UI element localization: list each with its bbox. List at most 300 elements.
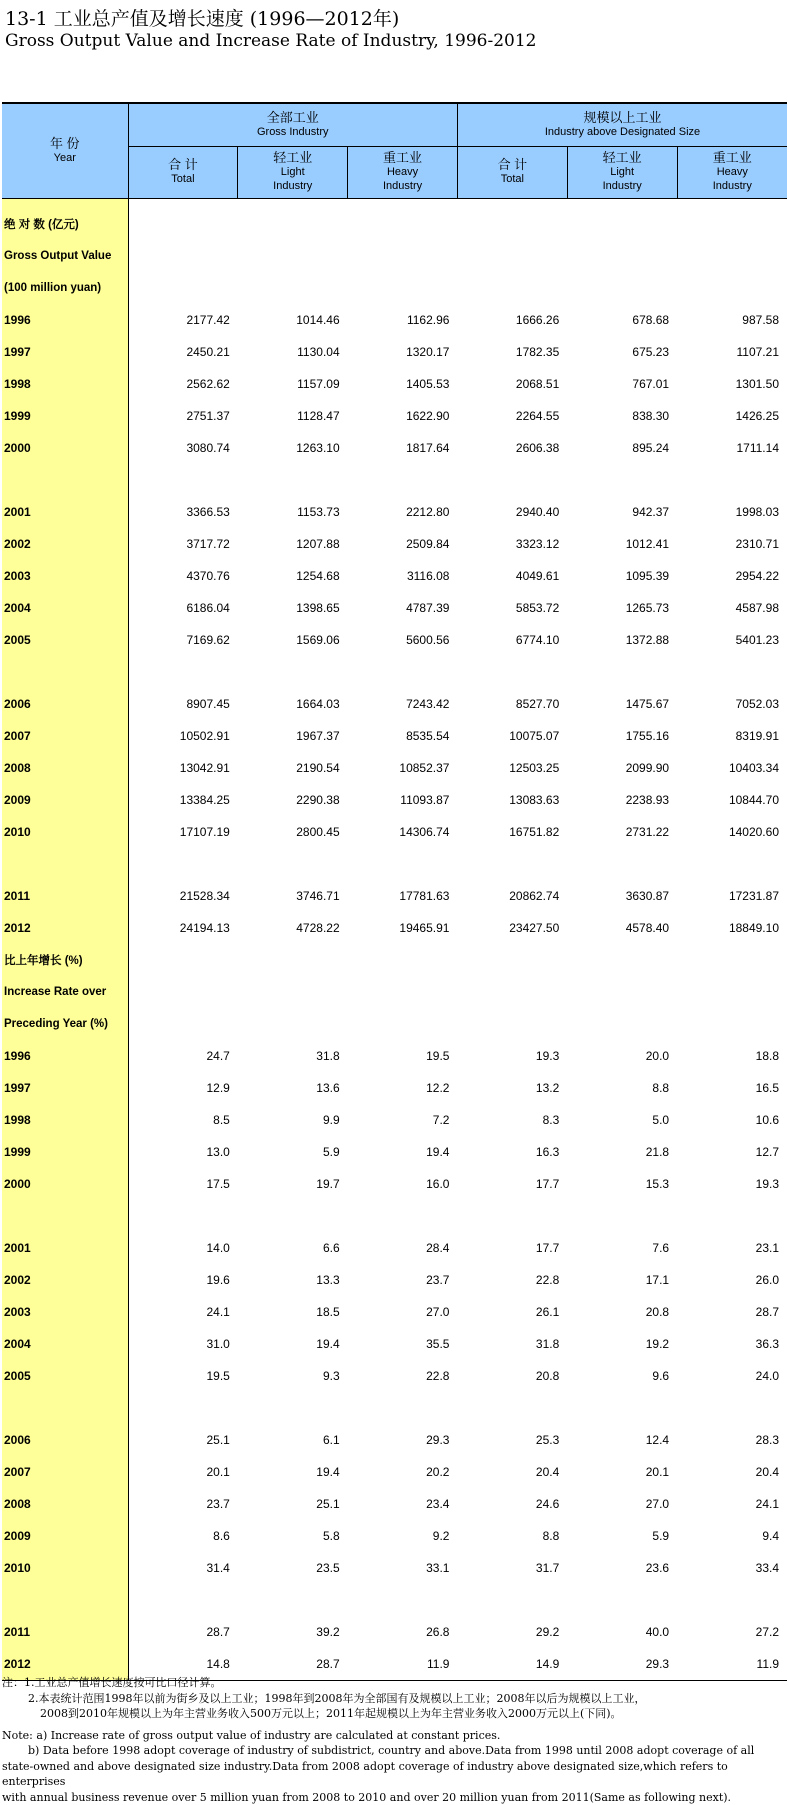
- gross-industry-header-zh: 全部工业: [266, 109, 319, 125]
- empty-cell: [567, 272, 677, 304]
- value-cell: 1998.03: [735, 505, 779, 519]
- year-cell: 2004: [2, 1328, 128, 1360]
- empty-cell: [457, 464, 567, 496]
- empty-cell: [457, 1584, 567, 1616]
- above-size-header-zh: 规模以上工业: [583, 109, 662, 125]
- value-cell: 9.4: [762, 1529, 779, 1543]
- empty-cell: [677, 848, 787, 880]
- value-cell: 2310.71: [735, 537, 779, 551]
- value-cell: 10075.07: [509, 729, 560, 743]
- value-cell: 16.5: [755, 1081, 779, 1095]
- empty-cell: [238, 208, 348, 240]
- value-cell: 2212.80: [406, 505, 450, 519]
- value-cell: 7052.03: [735, 697, 779, 711]
- blank-row: [2, 464, 787, 496]
- year-cell: 1999: [2, 400, 128, 432]
- year-cell: 1998: [2, 368, 128, 400]
- value-cell: 3717.72: [186, 537, 230, 551]
- year-cell: 2000: [2, 1168, 128, 1200]
- value-cell: 7.6: [652, 1241, 670, 1255]
- light-header-zh: 轻工业: [273, 150, 313, 166]
- year-cell: [2, 1200, 128, 1232]
- year-cell: [2, 464, 128, 496]
- empty-cell: [128, 1392, 238, 1424]
- value-cell: 28.7: [316, 1656, 340, 1671]
- value-cell: 675.23: [632, 345, 670, 359]
- table-row: [2, 336, 787, 368]
- gross-industry-header-en: Gross Industry: [256, 126, 329, 138]
- heavy-header-en1: Heavy: [716, 166, 748, 179]
- empty-cell: [457, 1200, 567, 1232]
- value-cell: 1128.47: [297, 409, 340, 423]
- year-cell: 2007: [2, 1456, 128, 1488]
- year-cell: 1997: [2, 336, 128, 368]
- value-cell: 8527.70: [515, 697, 560, 711]
- empty-cell: [238, 1008, 348, 1040]
- value-cell: 3746.71: [296, 889, 340, 903]
- value-cell: 2731.22: [625, 825, 670, 839]
- value-cell: 4728.22: [296, 921, 340, 935]
- table-header: [2, 103, 787, 198]
- empty-cell: [457, 1392, 567, 1424]
- value-cell: 19.5: [206, 1369, 230, 1383]
- value-cell: 1664.03: [296, 697, 340, 711]
- year-cell: 2011: [2, 1616, 128, 1648]
- empty-cell: [238, 656, 348, 688]
- empty-cell: [128, 208, 238, 240]
- value-cell: 31.4: [206, 1561, 230, 1575]
- value-cell: 1012.41: [625, 537, 670, 551]
- value-cell: 1398.65: [296, 601, 340, 615]
- empty-cell: [677, 976, 787, 1008]
- empty-cell: [567, 1584, 677, 1616]
- empty-cell: [128, 944, 238, 976]
- value-cell: 13384.25: [179, 793, 230, 807]
- value-cell: 13083.63: [509, 793, 560, 807]
- value-cell: 987.58: [742, 313, 779, 327]
- value-cell: 20.4: [535, 1465, 560, 1479]
- year-cell: 1997: [2, 1072, 128, 1104]
- table-row: [2, 1136, 787, 1168]
- table-body: [2, 198, 787, 1680]
- empty-cell: [128, 464, 238, 496]
- light-header-en1: Light: [610, 166, 635, 179]
- value-cell: 4787.39: [406, 601, 450, 615]
- empty-cell: [238, 944, 348, 976]
- section-label-row: [2, 240, 787, 272]
- value-cell: 8.5: [213, 1113, 230, 1127]
- value-cell: 16.0: [426, 1177, 450, 1191]
- value-cell: 14.0: [206, 1241, 230, 1255]
- value-cell: 17.7: [535, 1241, 560, 1255]
- value-cell: 1372.88: [625, 633, 670, 647]
- value-cell: 1622.90: [406, 409, 450, 423]
- value-cell: 12.7: [755, 1145, 779, 1159]
- year-cell: 2009: [2, 1520, 128, 1552]
- value-cell: 17.7: [535, 1177, 560, 1191]
- section-label: Increase Rate over: [2, 976, 128, 1008]
- table-row: [2, 1552, 787, 1584]
- value-cell: 1095.39: [625, 569, 670, 583]
- value-cell: 2954.22: [735, 569, 779, 583]
- value-cell: 678.68: [632, 313, 670, 327]
- value-cell: 33.4: [755, 1561, 779, 1575]
- value-cell: 18849.10: [728, 921, 779, 935]
- value-cell: 16751.82: [509, 825, 560, 839]
- year-header: [2, 103, 128, 198]
- blank-row: [2, 1584, 787, 1616]
- value-cell: 5.9: [322, 1145, 340, 1159]
- table-row: [2, 528, 787, 560]
- value-cell: 2068.51: [515, 377, 560, 391]
- table-row: [2, 816, 787, 848]
- value-cell: 29.3: [426, 1433, 450, 1447]
- table-row: [2, 1616, 787, 1648]
- value-cell: 1263.10: [296, 441, 340, 455]
- value-cell: 2238.93: [625, 793, 670, 807]
- total-header: [457, 146, 567, 198]
- year-cell: 2001: [2, 496, 128, 528]
- value-cell: 24.1: [755, 1497, 779, 1511]
- value-cell: 13042.91: [179, 761, 230, 775]
- value-cell: 8907.45: [186, 697, 230, 711]
- value-cell: 8319.91: [735, 729, 779, 743]
- empty-cell: [238, 464, 348, 496]
- value-cell: 22.8: [535, 1273, 560, 1287]
- value-cell: 5600.56: [406, 633, 450, 647]
- value-cell: 27.0: [645, 1497, 670, 1511]
- empty-cell: [677, 1008, 787, 1040]
- value-cell: 26.1: [535, 1305, 560, 1319]
- value-cell: 19.4: [316, 1465, 340, 1479]
- empty-cell: [457, 1008, 567, 1040]
- value-cell: 18.5: [316, 1305, 340, 1319]
- table-row: [2, 1104, 787, 1136]
- value-cell: 1107.21: [736, 345, 779, 359]
- table-row: [2, 1424, 787, 1456]
- note-en-4: with annual business revenue over 5 million yuan from 2008 to 2010 and over 20 million yuan from 2011(Same as following next).: [2, 1790, 732, 1804]
- light-header-en2: Industry: [273, 180, 313, 193]
- value-cell: 19465.91: [399, 921, 450, 935]
- value-cell: 15.3: [645, 1177, 670, 1191]
- value-cell: 28.7: [206, 1625, 230, 1639]
- value-cell: 25.1: [316, 1497, 340, 1511]
- empty-cell: [238, 240, 348, 272]
- empty-cell: [238, 976, 348, 1008]
- above-size-header: [457, 103, 787, 146]
- value-cell: 1153.73: [297, 505, 340, 519]
- section-label: (100 million yuan): [2, 272, 128, 304]
- value-cell: 8.8: [652, 1081, 670, 1095]
- value-cell: 2509.84: [406, 537, 450, 551]
- value-cell: 12.4: [645, 1433, 670, 1447]
- note-en-2: b) Data before 1998 adopt coverage of industry of subdistrict, country and above.Data from 1998 until 2008 adopt coverage of all: [28, 1744, 755, 1757]
- value-cell: 27.2: [755, 1625, 779, 1639]
- table-row: [2, 1360, 787, 1392]
- empty-cell: [677, 1584, 787, 1616]
- value-cell: 13.6: [316, 1081, 340, 1095]
- value-cell: 20.2: [426, 1465, 450, 1479]
- value-cell: 1301.50: [735, 377, 779, 391]
- empty-cell: [677, 208, 787, 240]
- year-cell: 2012: [2, 912, 128, 944]
- heavy-header: [348, 146, 458, 198]
- empty-cell: [238, 1392, 348, 1424]
- year-cell: 2006: [2, 1424, 128, 1456]
- empty-cell: [567, 656, 677, 688]
- table-row: [2, 1072, 787, 1104]
- year-cell: 2011: [2, 880, 128, 912]
- blank-row: [2, 656, 787, 688]
- value-cell: 14306.74: [399, 825, 450, 839]
- empty-cell: [128, 240, 238, 272]
- table-row: [2, 784, 787, 816]
- empty-cell: [677, 1200, 787, 1232]
- empty-cell: [348, 1200, 458, 1232]
- year-cell: 1998: [2, 1104, 128, 1136]
- empty-cell: [128, 656, 238, 688]
- value-cell: 39.2: [316, 1625, 340, 1639]
- year-cell: [2, 848, 128, 880]
- value-cell: 21528.34: [179, 889, 230, 903]
- year-cell: 2008: [2, 1488, 128, 1520]
- value-cell: 1782.35: [515, 345, 560, 359]
- value-cell: 1475.67: [625, 697, 670, 711]
- note-zh-2: 2.本表统计范围1998年以前为街乡及以上工业；1998年到2008年为全部国有及规模以上工业；2008年以后为规模以上工业，: [28, 1691, 646, 1705]
- empty-cell: [567, 976, 677, 1008]
- value-cell: 895.24: [632, 441, 670, 455]
- empty-cell: [567, 240, 677, 272]
- value-cell: 19.5: [426, 1049, 450, 1063]
- value-cell: 13.3: [316, 1273, 340, 1287]
- value-cell: 16.3: [535, 1145, 560, 1159]
- empty-cell: [238, 1584, 348, 1616]
- value-cell: 13.0: [206, 1145, 230, 1159]
- empty-cell: [457, 272, 567, 304]
- empty-cell: [348, 198, 458, 208]
- value-cell: 13.2: [535, 1081, 560, 1095]
- section-label: Preceding Year (%): [2, 1008, 128, 1040]
- value-cell: 28.4: [426, 1241, 450, 1255]
- value-cell: 31.7: [535, 1561, 560, 1575]
- value-cell: 23.6: [645, 1561, 670, 1575]
- empty-cell: [128, 1008, 238, 1040]
- value-cell: 24.6: [535, 1497, 560, 1511]
- year-cell: 1996: [2, 304, 128, 336]
- year-cell: 2008: [2, 752, 128, 784]
- table-row: [2, 592, 787, 624]
- value-cell: 10.6: [755, 1113, 779, 1127]
- empty-cell: [348, 976, 458, 1008]
- value-cell: 31.8: [316, 1049, 340, 1063]
- table-row: [2, 432, 787, 464]
- empty-cell: [348, 1584, 458, 1616]
- table-row: [2, 1264, 787, 1296]
- empty-cell: [128, 272, 238, 304]
- empty-cell: [348, 240, 458, 272]
- value-cell: 25.3: [535, 1433, 560, 1447]
- table-row: [2, 1456, 787, 1488]
- total-header-zh: 合 计: [168, 157, 198, 172]
- value-cell: 9.6: [652, 1369, 670, 1383]
- value-cell: 8535.54: [406, 729, 450, 743]
- year-header-zh: 年 份: [49, 135, 80, 151]
- value-cell: 14.9: [535, 1656, 560, 1671]
- value-cell: 11093.87: [400, 793, 450, 807]
- value-cell: 23.7: [206, 1497, 230, 1511]
- empty-cell: [677, 1392, 787, 1424]
- value-cell: 1130.04: [297, 345, 340, 359]
- value-cell: 26.0: [755, 1273, 779, 1287]
- empty-cell: [677, 240, 787, 272]
- value-cell: 2606.38: [515, 441, 560, 455]
- value-cell: 3116.08: [406, 569, 450, 583]
- value-cell: 20.8: [535, 1369, 560, 1383]
- year-cell: 2005: [2, 1360, 128, 1392]
- empty-cell: [238, 272, 348, 304]
- value-cell: 3630.87: [625, 889, 670, 903]
- value-cell: 1405.53: [406, 377, 450, 391]
- value-cell: 1207.88: [296, 537, 340, 551]
- value-cell: 28.7: [755, 1305, 779, 1319]
- value-cell: 2177.42: [186, 313, 230, 327]
- empty-cell: [567, 198, 677, 208]
- note-zh-1: 注：1.工业总产值增长速度按可比口径计算。: [2, 1676, 222, 1689]
- value-cell: 2290.38: [296, 793, 340, 807]
- value-cell: 10844.70: [728, 793, 779, 807]
- year-cell: 1999: [2, 1136, 128, 1168]
- table-row: [2, 560, 787, 592]
- table-row: [2, 1520, 787, 1552]
- blank-row: [2, 1200, 787, 1232]
- empty-cell: [677, 656, 787, 688]
- table-row: [2, 1488, 787, 1520]
- value-cell: 5.0: [652, 1113, 670, 1127]
- empty-cell: [348, 1392, 458, 1424]
- value-cell: 12.2: [426, 1081, 450, 1095]
- value-cell: 20.0: [645, 1049, 670, 1063]
- value-cell: 24.1: [206, 1305, 230, 1319]
- value-cell: 1569.06: [296, 633, 340, 647]
- value-cell: 838.30: [632, 409, 670, 423]
- year-cell: 2009: [2, 784, 128, 816]
- year-cell: [2, 1392, 128, 1424]
- table-row: [2, 720, 787, 752]
- value-cell: 7169.62: [186, 633, 230, 647]
- year-cell: 1996: [2, 1040, 128, 1072]
- value-cell: 23.5: [316, 1561, 340, 1575]
- value-cell: 40.0: [645, 1625, 670, 1639]
- empty-cell: [677, 464, 787, 496]
- empty-cell: [128, 976, 238, 1008]
- light-header-en2: Industry: [602, 180, 642, 193]
- year-cell: 2003: [2, 1296, 128, 1328]
- blank-row: [2, 1392, 787, 1424]
- total-header-en: Total: [500, 173, 524, 186]
- value-cell: 26.8: [426, 1625, 450, 1639]
- value-cell: 1817.64: [406, 441, 450, 455]
- value-cell: 2190.54: [296, 761, 340, 775]
- value-cell: 20.1: [206, 1465, 230, 1479]
- year-cell: 2002: [2, 528, 128, 560]
- value-cell: 23.4: [426, 1497, 450, 1511]
- value-cell: 19.6: [206, 1273, 230, 1287]
- empty-cell: [128, 848, 238, 880]
- year-cell: 2003: [2, 560, 128, 592]
- value-cell: 3366.53: [186, 505, 230, 519]
- value-cell: 2940.40: [515, 505, 560, 519]
- value-cell: 19.4: [426, 1145, 450, 1159]
- year-cell: [2, 198, 128, 208]
- table-row: [2, 624, 787, 656]
- value-cell: 4578.40: [625, 921, 670, 935]
- value-cell: 23.7: [426, 1273, 450, 1287]
- value-cell: 4587.98: [735, 601, 779, 615]
- year-cell: 2012: [2, 1648, 128, 1680]
- table-row: [2, 1168, 787, 1200]
- empty-cell: [457, 848, 567, 880]
- value-cell: 20.4: [755, 1465, 779, 1479]
- light-header-zh: 轻工业: [602, 150, 642, 166]
- value-cell: 2562.62: [186, 377, 230, 391]
- empty-cell: [348, 848, 458, 880]
- heavy-header-en2: Industry: [712, 180, 752, 193]
- table-row: [2, 368, 787, 400]
- value-cell: 6186.04: [186, 601, 230, 615]
- value-cell: 17781.63: [399, 889, 450, 903]
- year-cell: 2006: [2, 688, 128, 720]
- value-cell: 12503.25: [509, 761, 560, 775]
- table-row: [2, 496, 787, 528]
- empty-cell: [238, 1200, 348, 1232]
- empty-cell: [128, 1584, 238, 1616]
- value-cell: 14020.60: [728, 825, 779, 839]
- value-cell: 1157.09: [297, 377, 340, 391]
- value-cell: 10502.91: [179, 729, 230, 743]
- value-cell: 8.8: [542, 1529, 560, 1543]
- section-label-row: [2, 1008, 787, 1040]
- empty-cell: [567, 208, 677, 240]
- value-cell: 767.01: [632, 377, 670, 391]
- empty-cell: [457, 240, 567, 272]
- note-en-1: Note: a) Increase rate of gross output value of industry are calculated at constant prices.: [2, 1728, 501, 1742]
- value-cell: 25.1: [206, 1433, 230, 1447]
- output-table: [2, 102, 787, 1681]
- value-cell: 1014.46: [296, 313, 340, 327]
- section-label: 比上年增长 (%): [2, 944, 128, 976]
- table-row: [2, 688, 787, 720]
- value-cell: 23.1: [755, 1241, 779, 1255]
- value-cell: 9.9: [322, 1113, 340, 1127]
- empty-cell: [348, 464, 458, 496]
- value-cell: 1265.73: [625, 601, 670, 615]
- value-cell: 2800.45: [296, 825, 340, 839]
- table-row: [2, 752, 787, 784]
- heavy-header-en2: Industry: [382, 180, 423, 193]
- table-row: [2, 1232, 787, 1264]
- value-cell: 27.0: [426, 1305, 450, 1319]
- value-cell: 1320.17: [406, 345, 450, 359]
- empty-cell: [348, 1008, 458, 1040]
- year-cell: [2, 656, 128, 688]
- table-row: [2, 1296, 787, 1328]
- value-cell: 7.2: [432, 1113, 450, 1127]
- value-cell: 5.9: [652, 1529, 670, 1543]
- year-cell: 2000: [2, 432, 128, 464]
- value-cell: 1666.26: [515, 313, 560, 327]
- value-cell: 17.1: [645, 1273, 670, 1287]
- value-cell: 19.3: [535, 1049, 560, 1063]
